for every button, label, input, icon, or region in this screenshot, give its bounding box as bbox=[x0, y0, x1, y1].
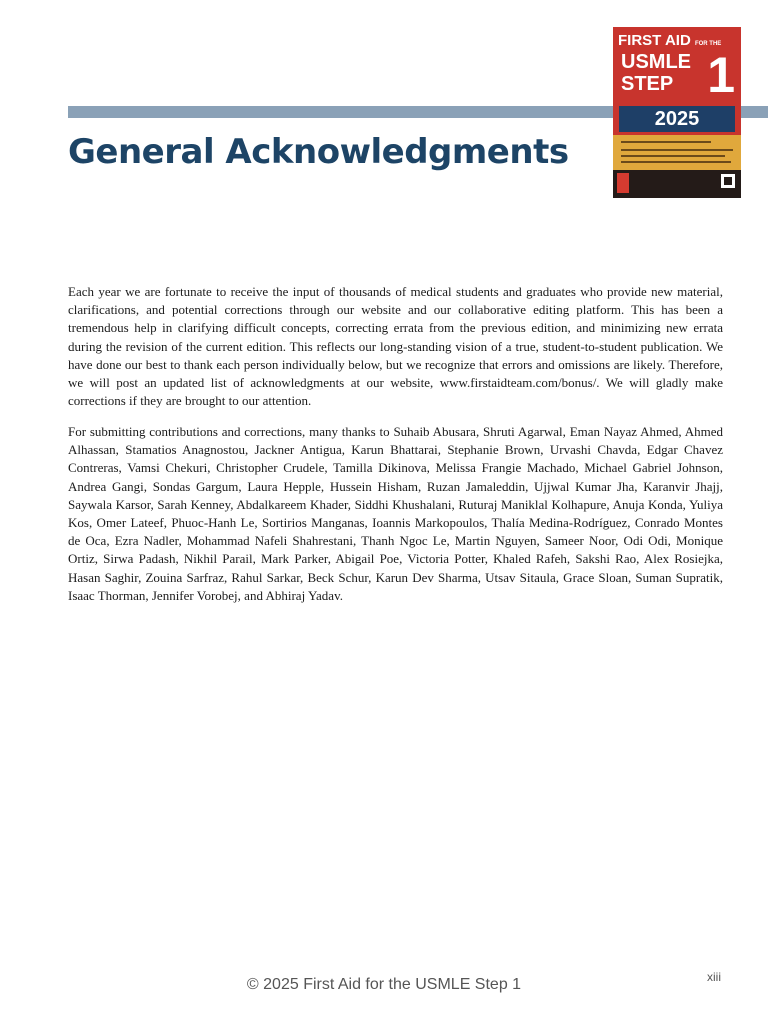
book-cover-image bbox=[613, 27, 741, 198]
cover-gold-band bbox=[613, 135, 741, 170]
cover-year-box bbox=[619, 106, 735, 132]
qr-code-icon bbox=[721, 174, 735, 188]
page-number: xiii bbox=[707, 970, 721, 984]
intro-paragraph: Each year we are fortunate to receive the input of thousands of medical students and graduates who provide new material, clarifications, and potential corrections through our website and our collaborative editing platform. This has been a tremendous help in clarifying difficult concepts, correcting errata from the previous edition, and minimizing new errata during the revision of the current edition. This reflects our long-standing vision of a true, student-to-student publication. We have done our best to thank each person individually below, but we recognize that errors and omissions are likely. Therefore, we will post an updated list of acknowledgments at our website, www.firstaidteam.com/bonus/. We will gladly make corrections if they are brought to our attention. bbox=[68, 284, 723, 409]
page-title: General Acknowledgments bbox=[68, 132, 569, 172]
footer-copyright: © 2025 First Aid for the USMLE Step 1 bbox=[246, 976, 522, 993]
cover-step-number: 1 bbox=[707, 47, 735, 103]
contributors-paragraph: For submitting contributions and corrections, many thanks to Suhaib Abusara, Shruti Agarwal, Eman Nayaz Ahmed, Ahmed Alhassan, Stamatios Anagnostou, Jackner Antigua, Karun Bhattarai, Stephanie Brown, Urvashi Chavda, Edgar Chavez Contreras, Vamsi Chekuri, Christopher Crudele, Tamilla Dikinova, Melissa Frangie Machado, Michael Gabriel Johnson, Andrea Gangi, Sondas Gargum, Laura Hepple, Hussein Hisham, Ruzan Jamaleddin, Ujjwal Kumar Jha, Karanvir Jhajj, Saywala Karsor, Sarah Kenney, Abdalkareem Khader, Siddhi Khushalani, Ruturaj Maniklal Kolhapure, Anuja Konda, Yuliya Kos, Omer Lateef, Phuoc-Hanh Le, Sortirios Manganas, Ioannis Markopoulos, Thalía Medina-Rodríguez, Conrado Montes de Oca, Ezra Nadler, Mohammad Nafeli Shahrestani, Thanh Ngoc Le, Martin Nguyen, Sameer Noor, Odi Odi, Monique Ortiz, Sirwa Padash, Nikhil Parail, Mark Parker, Abigail Poe, Victoria Potter, Khaled Rafeh, Sakshi Rao, Alex Rosiejka, Hasan Saghir, Zouina Sarfraz, Rahul Sarkar, Beck Schur, Karun Dev Sharma, Utsav Sitaula, Grace Sloan, Suman Supratik, Isaac Thorman, Jennifer Vorobej, and Abhiraj Yadav. bbox=[68, 424, 723, 603]
cover-year: 2025 bbox=[654, 108, 700, 130]
cover-exam: USMLE STEP bbox=[621, 51, 691, 95]
publisher-logo-icon bbox=[617, 173, 629, 193]
cover-brand: FIRST AID FOR THE bbox=[618, 32, 722, 49]
